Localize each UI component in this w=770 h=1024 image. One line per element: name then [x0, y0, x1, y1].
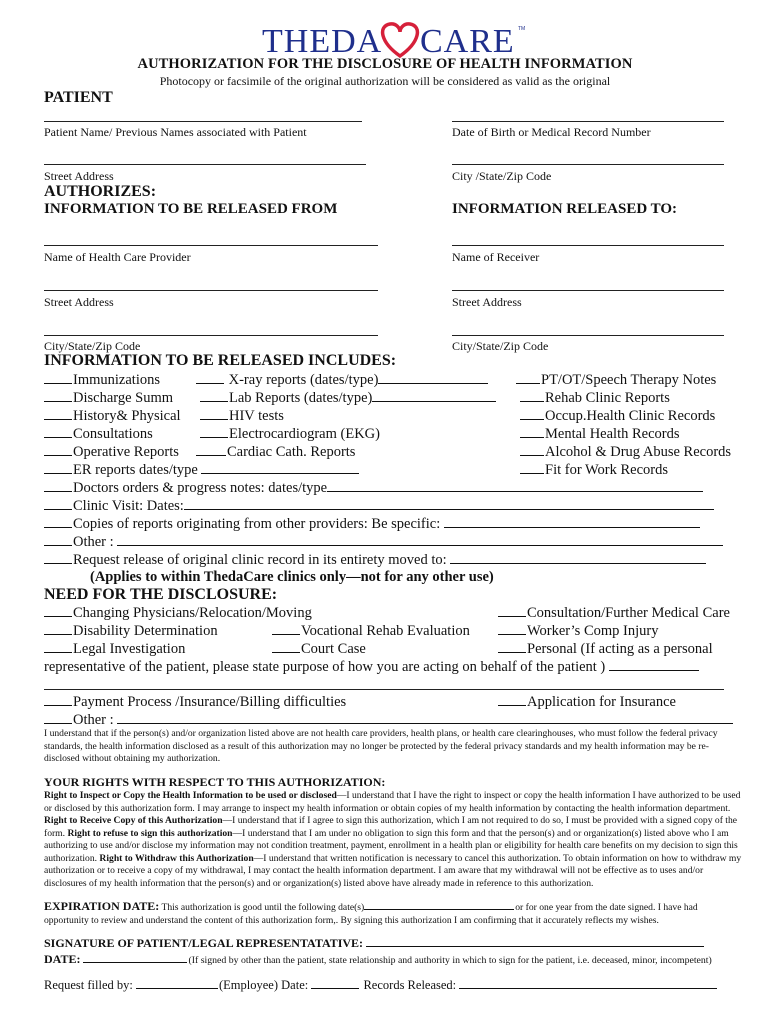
patient-street-field[interactable] [44, 164, 366, 165]
need-heading: NEED FOR THE DISCLOSURE: [44, 586, 278, 603]
include-item[interactable]: Alcohol & Drug Abuse Records [520, 443, 731, 461]
need-vocational[interactable]: Vocational Rehab Evaluation [272, 622, 470, 640]
privacy-notice: I understand that if the person(s) and/or organization listed above are not health care providers, health plans, or health care clearinghouses, who must follow the federal privacy standards, the health information disclosed as a result of this authorization may no longer be protected by the federal privacy standards and my health information may be re-disclosed without obtaining my authorization. [44, 728, 718, 764]
signature-label: SIGNATURE OF PATIENT/LEGAL REPRESENTATATIVE: [44, 936, 705, 951]
authorizes-heading: AUTHORIZES: [44, 183, 157, 200]
patient-city-label: City /State/Zip Code [452, 169, 552, 183]
form-subtitle: Photocopy or facsimile of the original authorization will be considered as valid as the original [159, 74, 611, 88]
released-to-heading: INFORMATION RELEASED TO: [452, 201, 678, 217]
receiver-city-field[interactable] [452, 335, 724, 336]
receiver-street-label: Street Address [452, 295, 522, 309]
include-item[interactable]: Operative Reports [44, 443, 179, 461]
receiver-street-field[interactable] [452, 290, 724, 291]
expiration-text: EXPIRATION DATE: This authorization is good until the following date(s) or for one year from the date signed. I have had opportunity to review and understand the content of this authorization form,. By signing this authorization I am confirming that it accurately reflects my wishes. [44, 899, 698, 926]
logo-text-left: THEDA [262, 23, 383, 60]
include-item[interactable]: Consultations [44, 425, 153, 443]
logo-trademark: TM [518, 26, 526, 32]
includes-heading: INFORMATION TO BE RELEASED INCLUDES: [44, 352, 397, 369]
provider-street-field[interactable] [44, 290, 378, 291]
rights-heading: YOUR RIGHTS WITH RESPECT TO THIS AUTHORIZATION: [44, 775, 386, 789]
request-release-item[interactable]: Request release of original clinic record in its entirety moved to: [44, 551, 707, 569]
provider-name-label: Name of Health Care Provider [44, 250, 191, 264]
patient-heading: PATIENT [44, 89, 113, 106]
doctors-orders-item[interactable]: Doctors orders & progress notes: dates/type [44, 479, 704, 497]
provider-city-label: City/State/Zip Code [44, 339, 141, 353]
need-purpose-field[interactable] [44, 689, 724, 690]
include-item[interactable]: History& Physical [44, 407, 181, 425]
include-item[interactable]: Rehab Clinic Reports [520, 389, 670, 407]
include-item[interactable]: Occup.Health Clinic Records [520, 407, 715, 425]
form-title: AUTHORIZATION FOR THE DISCLOSURE OF HEALTH INFORMATION [137, 56, 633, 72]
provider-name-field[interactable] [44, 245, 378, 246]
patient-city-field[interactable] [452, 164, 724, 165]
clinic-visit-item[interactable]: Clinic Visit: Dates: [44, 497, 715, 515]
receiver-name-label: Name of Receiver [452, 250, 540, 264]
include-item[interactable]: X-ray reports (dates/type) [196, 371, 489, 389]
include-item[interactable]: Mental Health Records [520, 425, 680, 443]
need-representative[interactable]: representative of the patient, please state purpose of how you are acting on behalf of the patient ) [44, 658, 700, 676]
receiver-city-label: City/State/Zip Code [452, 339, 549, 353]
applies-note: (Applies to within ThedaCare clinics only—not for any other use) [90, 569, 494, 585]
need-changing[interactable]: Changing Physicians/Relocation/Moving [44, 604, 312, 622]
rights-text: Right to Inspect or Copy the Health Information to be used or disclosed—I understand that I have the right to inspect or copy the health information I have authorized to be used or disclosed by this authorization form. I may arrange to inspect my health information or obtain copies of my health information by contacting the health information department. Right to Receive Copy of this Authorization—I understand that if I agree to sign this authorization, which I am not required to do so, I must be provided with a signed copy of the form. Right to refuse to sign this authorization—I understand that I am under no obligation to sign this form and that the person(s) and or organization(s) listed above who I am authorizing to use and/or disclose my information may not condition treatment, payment, enrollment in a health plan or eligibility for health care benefits on my decision to sign this authorization. Right to Withdraw this Authorization—I understand that written notification is necessary to cancel this authorization. To obtain information on how to withdraw my authorization or to receive a copy of my withdrawal, I may contact the health information department. I am aware that my withdrawal will not be effective as to uses and/or disclosures of my health information that the person(s) and or organization(s) listed above have already made in reference to this authorization. [44, 790, 742, 889]
logo-text-right: CARE [420, 23, 515, 60]
patient-street-label: Street Address [44, 169, 114, 183]
released-from-heading: INFORMATION TO BE RELEASED FROM [44, 201, 338, 217]
copies-item[interactable]: Copies of reports originating from other providers: Be specific: [44, 515, 701, 533]
include-item[interactable]: PT/OT/Speech Therapy Notes [516, 371, 716, 389]
request-date-field[interactable] [311, 977, 359, 989]
patient-name-field[interactable] [44, 121, 362, 122]
need-other[interactable]: Other : [44, 711, 734, 729]
need-workers-comp[interactable]: Worker’s Comp Injury [498, 622, 658, 640]
include-item[interactable]: Electrocardiogram (EKG) [200, 425, 380, 443]
need-application[interactable]: Application for Insurance [498, 693, 676, 711]
include-item[interactable]: Cardiac Cath. Reports [196, 443, 355, 461]
need-payment[interactable]: Payment Process /Insurance/Billing difficulties [44, 693, 346, 711]
dob-field[interactable] [452, 121, 724, 122]
patient-name-label: Patient Name/ Previous Names associated with Patient [44, 125, 307, 139]
provider-street-label: Street Address [44, 295, 114, 309]
receiver-name-field[interactable] [452, 245, 724, 246]
include-item[interactable]: Fit for Work Records [520, 461, 668, 479]
dob-label: Date of Birth or Medical Record Number [452, 125, 651, 139]
provider-city-field[interactable] [44, 335, 378, 336]
need-court[interactable]: Court Case [272, 640, 366, 658]
include-item[interactable]: Lab Reports (dates/type) [200, 389, 497, 407]
need-legal[interactable]: Legal Investigation [44, 640, 185, 658]
date-row: DATE: (If signed by other than the patient, state relationship and authority in which to sign for the patient, i.e. deceased, minor, incompetent) [44, 952, 712, 966]
include-item[interactable]: Discharge Summ [44, 389, 173, 407]
thedacare-logo [260, 18, 530, 60]
include-item[interactable]: HIV tests [200, 407, 284, 425]
need-personal[interactable]: Personal (If acting as a personal [498, 640, 713, 658]
include-item[interactable]: Immunizations [44, 371, 160, 389]
date-field[interactable] [83, 952, 187, 963]
employee-field[interactable] [136, 977, 218, 989]
heart-icon [383, 24, 418, 56]
request-filled-row: Request filled by: (Employee) Date: Records Released: [44, 977, 718, 993]
include-item[interactable]: ER reports dates/type [44, 461, 360, 479]
need-disability[interactable]: Disability Determination [44, 622, 218, 640]
need-consultation[interactable]: Consultation/Further Medical Care [498, 604, 730, 622]
records-released-field[interactable] [459, 977, 717, 989]
other-item[interactable]: Other : [44, 533, 724, 551]
